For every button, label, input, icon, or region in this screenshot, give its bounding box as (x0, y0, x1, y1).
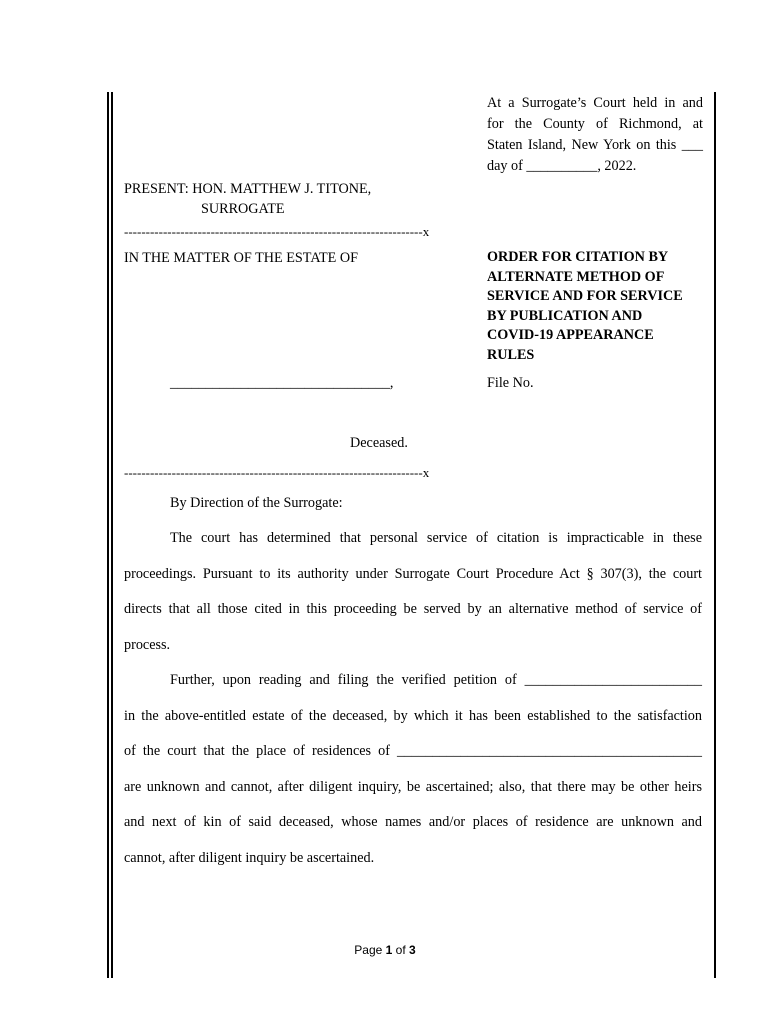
order-title-line: COVID-19 APPEARANCE (487, 327, 654, 344)
court-session-line: At a Surrogate’s Court held in and (487, 95, 703, 111)
page-total: 3 (409, 943, 416, 957)
estate-matter-label: IN THE MATTER OF THE ESTATE OF (124, 250, 359, 266)
paragraph-line: and next of kin of said deceased, whose names and/or places of residence are unknown and (124, 814, 702, 830)
paragraph-service-determination (124, 521, 702, 663)
court-session-line: Staten Island, New York on this ___ (487, 137, 703, 153)
page-number-footer (0, 943, 770, 957)
order-title-line: SERVICE AND FOR SERVICE (487, 288, 683, 305)
court-session-line: for the County of Richmond, at (487, 116, 703, 132)
paragraph-line: Further, upon reading and filing the verified petition of _________________________ (170, 672, 702, 688)
paragraph-petition (124, 663, 702, 876)
paragraph-line: are unknown and cannot, after diligent inquiry, be ascertained; also, that there may be other heirs (124, 778, 702, 795)
order-title-line: BY PUBLICATION AND (487, 307, 643, 324)
paragraph-line: cannot, after diligent inquiry be ascertained. (124, 849, 375, 866)
order-title-line: ORDER FOR CITATION BY (487, 249, 669, 265)
paragraph-line: of the court that the place of residences of ___________________________________________ (124, 743, 702, 759)
order-title (487, 248, 707, 366)
court-session-statement (487, 93, 703, 177)
paragraph-line: process. (124, 636, 171, 653)
order-title-line: RULES (487, 346, 535, 363)
caption-separator-bottom: ---------------------------------------------------------------------x (124, 465, 430, 480)
left-margin-rule (107, 92, 109, 978)
surrogate-title: SURROGATE (201, 201, 285, 217)
present-judge-line: PRESENT: HON. MATTHEW J. TITONE, (124, 181, 372, 197)
order-title-line: ALTERNATE METHOD OF (487, 268, 665, 285)
deceased-label: Deceased. (350, 435, 408, 451)
page-prefix: Page (354, 943, 386, 957)
paragraph-line: The court has determined that personal service of citation is impracticable in these (170, 530, 702, 546)
right-margin-rule (714, 92, 716, 978)
court-session-line: day of __________, 2022. (487, 158, 637, 174)
paragraph-line: directs that all those cited in this proceeding be served by an alternative method of service of (124, 601, 702, 617)
page-current: 1 (385, 943, 393, 957)
decedent-name-blank: _______________________________, (170, 375, 394, 391)
paragraph-line: proceedings. Pursuant to its authority under Surrogate Court Procedure Act § 307(3), the court (124, 565, 702, 582)
caption-separator-top: ---------------------------------------------------------------------x (124, 224, 430, 239)
page-middle: of (392, 943, 410, 957)
direction-of-surrogate: By Direction of the Surrogate: (170, 495, 343, 511)
paragraph-line: in the above-entitled estate of the deceased, by which it has been established to the satisfaction (124, 707, 702, 724)
left-margin-rule-inner (111, 92, 113, 978)
file-number-label: File No. (487, 375, 534, 391)
